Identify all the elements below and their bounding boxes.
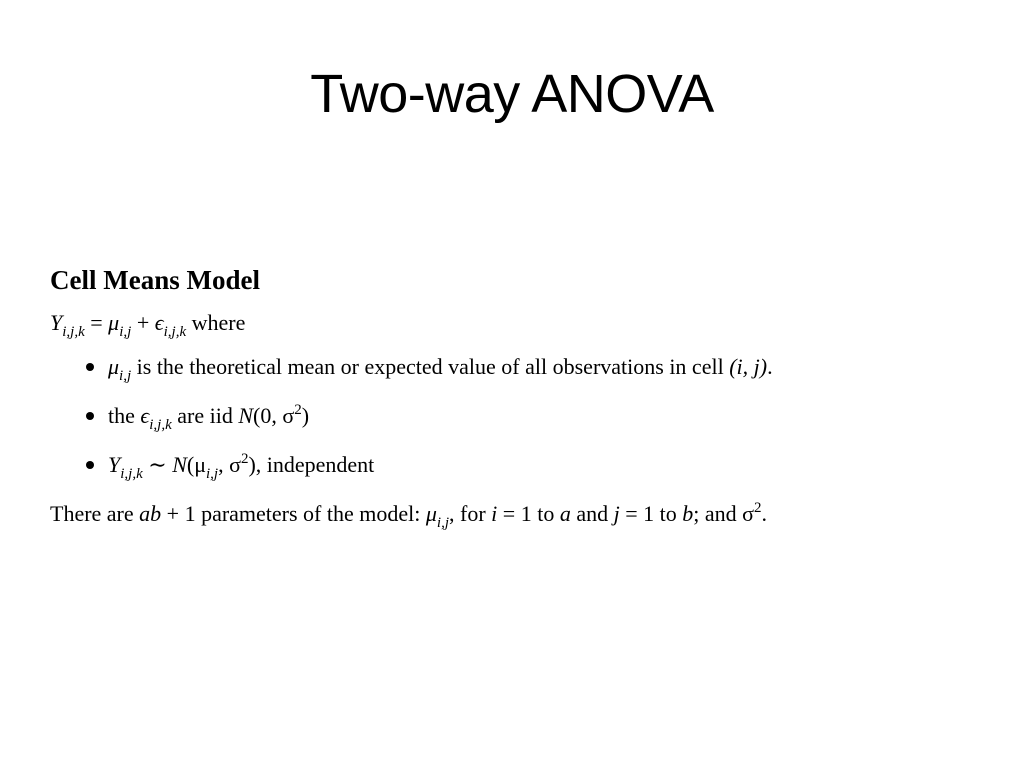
bullet2-text-b: are iid [171,403,239,428]
summary-text-g: ; and σ [693,501,754,526]
bullet3-exponent: 2 [240,451,249,467]
eq-mu-subscript: i,j [119,324,132,340]
bullet1-cell: (i, j) [729,354,768,379]
section-heading: Cell Means Model [50,265,260,295]
eq-equals: = [84,310,109,335]
bullet3-close: ), independent [248,452,375,477]
eq-y: Y [50,310,63,335]
bullet3-sim: ∼ [142,452,173,477]
summary-text-a: There are [50,501,140,526]
bullet-icon [86,412,94,420]
summary-a: a [559,501,571,526]
eq-epsilon: ϵ [154,310,164,335]
bullet1-mu: μ [108,354,120,379]
slide-title: Two-way ANOVA [310,64,714,124]
summary-i: i [491,501,498,526]
eq-where: where [186,310,246,335]
bullet-item-distribution [50,450,990,480]
summary-exponent: 2 [754,500,762,516]
bullet2-text-a: the [108,403,141,428]
summary-period: . [761,501,767,526]
bullet-icon [86,363,94,371]
bullet-item-mean [50,352,990,382]
bullet2-epsilon-subscript: i,j,k [149,417,172,433]
summary-text-e: and [570,501,614,526]
bullet-list [50,352,990,480]
bullet2-dist-args: (0, σ [253,403,295,428]
bullet-icon [86,461,94,469]
summary-text-c: , for [449,501,492,526]
bullet-item-errors [50,401,990,431]
bullet1-mu-subscript: i,j [119,368,132,384]
eq-mu: μ [108,310,120,335]
eq-plus: + [131,310,155,335]
bullet3-y: Y [108,452,121,477]
bullet1-period: . [767,354,773,379]
bullet2-dist-close: ) [301,403,310,428]
parameters-summary [50,499,990,529]
summary-j: j [613,501,620,526]
slide-content [50,262,990,529]
bullet2-dist-n: N [238,403,254,428]
summary-text-f: = 1 to [619,501,683,526]
bullet2-epsilon: ϵ [140,403,150,428]
summary-mu-subscript: i,j [436,515,450,531]
summary-b: b [682,501,694,526]
bullet3-n: N [172,452,187,477]
summary-ab: ab [139,501,162,526]
model-equation [50,308,990,338]
bullet3-comma: , σ [218,452,241,477]
summary-mu: μ [425,501,437,526]
eq-y-subscript: i,j,k [62,324,85,340]
bullet3-mu-subscript: i,j [206,466,219,482]
summary-text-b: + 1 parameters of the model: [161,501,426,526]
bullet3-open: (μ [186,452,206,477]
bullet1-text: is the theoretical mean or expected value of all observations in cell [131,354,730,379]
eq-epsilon-subscript: i,j,k [163,324,187,340]
summary-text-d: = 1 to [497,501,560,526]
bullet3-y-subscript: i,j,k [120,466,143,482]
bullet2-exponent: 2 [294,402,302,418]
